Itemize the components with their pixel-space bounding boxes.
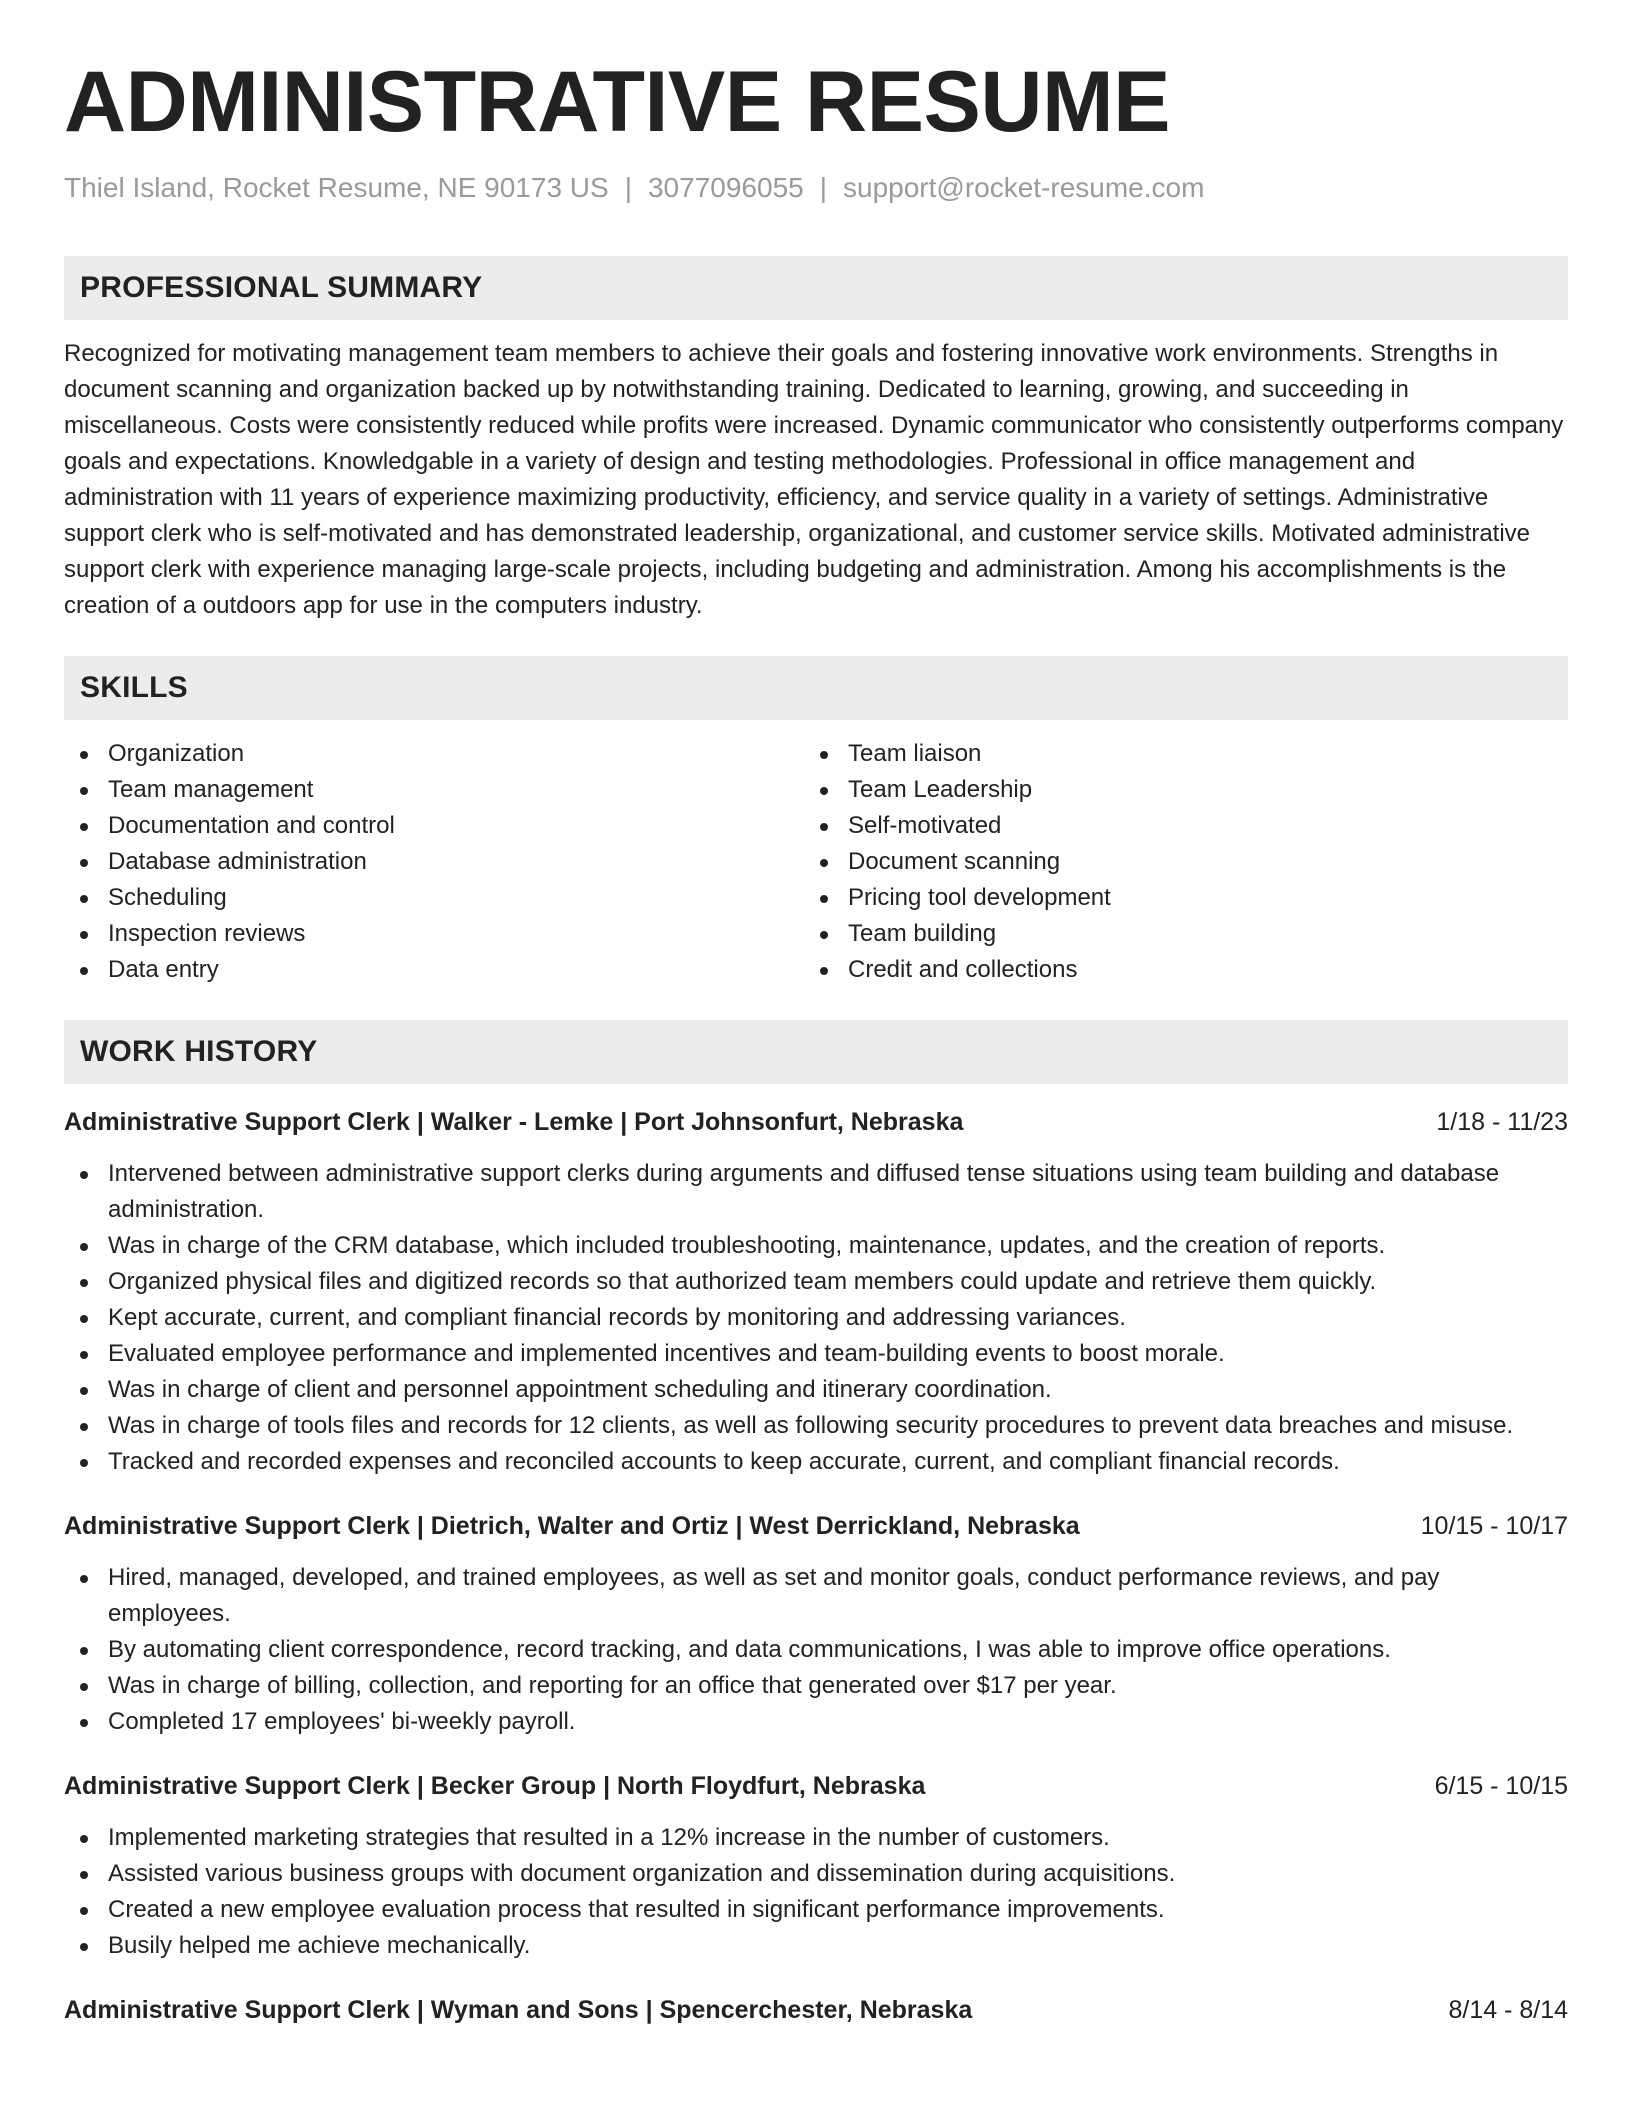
job-header	[64, 1992, 1568, 2028]
job-entry	[64, 1104, 1568, 1480]
job-title: Administrative Support Clerk | Wyman and Sons | Spencerchester, Nebraska	[64, 1996, 973, 2024]
job-dates: 8/14 - 8/14	[1448, 1996, 1568, 2024]
skill-item: Credit and collections	[804, 952, 1544, 988]
skills-list	[64, 736, 1568, 988]
job-bullet: Intervened between administrative support clerks during arguments and diffused tense situations using team building and database administration.	[64, 1156, 1568, 1228]
job-title: Administrative Support Clerk | Walker - Lemke | Port Johnsonfurt, Nebraska	[64, 1108, 964, 1136]
job-bullet: Was in charge of tools files and records for 12 clients, as well as following security procedures to prevent data breaches and misuse.	[64, 1408, 1568, 1444]
contact-line	[64, 170, 1568, 206]
job-bullets	[64, 1156, 1568, 1480]
job-bullet: Completed 17 employees' bi-weekly payroll.	[64, 1704, 1568, 1740]
contact-separator: |	[819, 172, 827, 203]
job-bullet: Was in charge of client and personnel appointment scheduling and itinerary coordination.	[64, 1372, 1568, 1408]
job-bullets	[64, 1820, 1568, 1964]
job-bullet: Was in charge of billing, collection, and reporting for an office that generated over $17 per year.	[64, 1668, 1568, 1704]
job-bullet: Kept accurate, current, and compliant financial records by monitoring and addressing variances.	[64, 1300, 1568, 1336]
job-bullet: Assisted various business groups with document organization and dissemination during acquisitions.	[64, 1856, 1568, 1892]
job-bullet: Organized physical files and digitized records so that authorized team members could update and retrieve them quickly.	[64, 1264, 1568, 1300]
skills-column-right	[804, 736, 1544, 988]
summary-text: Recognized for motivating management team members to achieve their goals and fostering innovative work environments. Strengths in document scanning and organization backed up by notwithstanding training. Dedicated to learning, growing, and succeeding in miscellaneous. Costs were consistently reduced while profits were increased. Dynamic communicator who consistently outperforms company goals and expectations. Knowledgable in a variety of design and testing methodologies. Professional in office management and administration with 11 years of experience maximizing productivity, efficiency, and service quality in a variety of settings. Administrative support clerk who is self-motivated and has demonstrated leadership, organizational, and customer service skills. Motivated administrative support clerk with experience managing large-scale projects, including budgeting and administration. Among his accomplishments is the creation of a outdoors app for use in the computers industry.	[64, 340, 1564, 619]
job-header	[64, 1508, 1568, 1544]
job-bullet: Tracked and recorded expenses and reconciled accounts to keep accurate, current, and compliant financial records.	[64, 1444, 1568, 1480]
skill-item: Self-motivated	[804, 808, 1544, 844]
job-bullet: Created a new employee evaluation process that resulted in significant performance improvements.	[64, 1892, 1568, 1928]
skill-item: Scheduling	[64, 880, 804, 916]
summary-heading: PROFESSIONAL SUMMARY	[80, 271, 483, 304]
work-heading: WORK HISTORY	[80, 1035, 318, 1068]
resume-title: ADMINISTRATIVE RESUME	[64, 54, 1170, 150]
skill-item: Document scanning	[804, 844, 1544, 880]
job-bullet: Implemented marketing strategies that resulted in a 12% increase in the number of customers.	[64, 1820, 1568, 1856]
job-bullet: By automating client correspondence, record tracking, and data communications, I was able to improve office operations.	[64, 1632, 1568, 1668]
contact-separator: |	[624, 172, 632, 203]
work-history-list	[64, 1104, 1568, 2028]
job-dates: 6/15 - 10/15	[1434, 1772, 1568, 1800]
job-bullet: Was in charge of the CRM database, which included troubleshooting, maintenance, updates, and the creation of reports.	[64, 1228, 1568, 1264]
job-entry	[64, 1992, 1568, 2028]
summary-section-header	[64, 256, 1568, 320]
job-title: Administrative Support Clerk | Dietrich, Walter and Ortiz | West Derrickland, Nebraska	[64, 1512, 1080, 1540]
skill-item: Inspection reviews	[64, 916, 804, 952]
job-title: Administrative Support Clerk | Becker Group | North Floydfurt, Nebraska	[64, 1772, 926, 1800]
skill-item: Data entry	[64, 952, 804, 988]
job-bullet: Evaluated employee performance and implemented incentives and team-building events to boost morale.	[64, 1336, 1568, 1372]
job-header	[64, 1768, 1568, 1804]
skill-item: Team liaison	[804, 736, 1544, 772]
skill-item: Organization	[64, 736, 804, 772]
job-entry	[64, 1768, 1568, 1964]
skills-section-header	[64, 656, 1568, 720]
work-section-header	[64, 1020, 1568, 1084]
job-header	[64, 1104, 1568, 1140]
skill-item: Documentation and control	[64, 808, 804, 844]
job-bullet: Hired, managed, developed, and trained employees, as well as set and monitor goals, conduct performance reviews, and pay employees.	[64, 1560, 1568, 1632]
skill-item: Team Leadership	[804, 772, 1544, 808]
phone: 3077096055	[647, 172, 804, 203]
job-bullet: Busily helped me achieve mechanically.	[64, 1928, 1568, 1964]
address: Thiel Island, Rocket Resume, NE 90173 US	[64, 172, 609, 203]
job-dates: 10/15 - 10/17	[1420, 1512, 1568, 1540]
skills-heading: SKILLS	[80, 671, 188, 704]
skill-item: Team management	[64, 772, 804, 808]
job-entry	[64, 1508, 1568, 1740]
job-bullets	[64, 1560, 1568, 1740]
skill-item: Database administration	[64, 844, 804, 880]
email: support@rocket-resume.com	[843, 172, 1205, 203]
job-dates: 1/18 - 11/23	[1436, 1108, 1568, 1136]
skill-item: Team building	[804, 916, 1544, 952]
skills-column-left	[64, 736, 804, 988]
skill-item: Pricing tool development	[804, 880, 1544, 916]
